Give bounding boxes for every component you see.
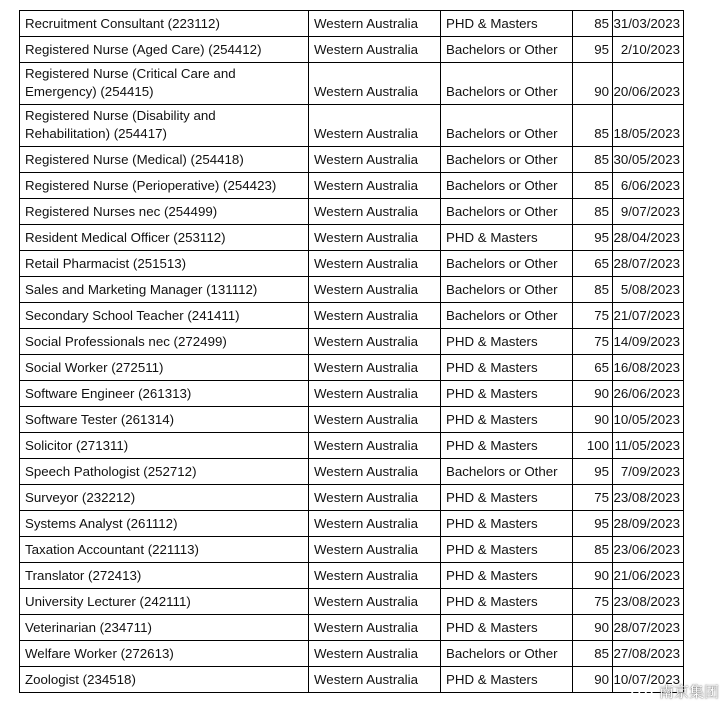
- qualification-cell: Bachelors or Other: [441, 105, 573, 147]
- qualification-cell: Bachelors or Other: [441, 459, 573, 485]
- points-cell: 85: [573, 11, 613, 37]
- points-cell: 65: [573, 251, 613, 277]
- state-cell: Western Australia: [309, 199, 441, 225]
- occupation-cell: Registered Nurse (Perioperative) (254423): [20, 173, 309, 199]
- state-cell: Western Australia: [309, 641, 441, 667]
- state-cell: Western Australia: [309, 63, 441, 105]
- qualification-cell: Bachelors or Other: [441, 173, 573, 199]
- points-cell: 90: [573, 615, 613, 641]
- points-cell: 90: [573, 667, 613, 693]
- table-row: [20, 511, 684, 537]
- state-cell: Western Australia: [309, 615, 441, 641]
- state-cell: Western Australia: [309, 251, 441, 277]
- points-cell: 85: [573, 173, 613, 199]
- qualification-cell: PHD & Masters: [441, 563, 573, 589]
- date-cell: 11/05/2023: [613, 433, 684, 459]
- qualification-cell: PHD & Masters: [441, 381, 573, 407]
- points-cell: 85: [573, 147, 613, 173]
- occupation-table: [19, 10, 684, 693]
- state-cell: Western Australia: [309, 11, 441, 37]
- qualification-cell: Bachelors or Other: [441, 37, 573, 63]
- state-cell: Western Australia: [309, 537, 441, 563]
- state-cell: Western Australia: [309, 563, 441, 589]
- date-cell: 21/06/2023: [613, 563, 684, 589]
- date-cell: 9/07/2023: [613, 199, 684, 225]
- occupation-cell: Sales and Marketing Manager (131112): [20, 277, 309, 303]
- date-cell: 26/06/2023: [613, 381, 684, 407]
- qualification-cell: PHD & Masters: [441, 329, 573, 355]
- table-row: [20, 355, 684, 381]
- qualification-cell: PHD & Masters: [441, 615, 573, 641]
- qualification-cell: Bachelors or Other: [441, 63, 573, 105]
- points-cell: 85: [573, 199, 613, 225]
- points-cell: 90: [573, 381, 613, 407]
- state-cell: Western Australia: [309, 589, 441, 615]
- occupation-cell: Software Tester (261314): [20, 407, 309, 433]
- occupation-cell: Registered Nurse (Critical Care and Emergency) (254415): [20, 63, 309, 105]
- state-cell: Western Australia: [309, 147, 441, 173]
- occupation-cell: Translator (272413): [20, 563, 309, 589]
- points-cell: 95: [573, 459, 613, 485]
- state-cell: Western Australia: [309, 355, 441, 381]
- date-cell: 23/06/2023: [613, 537, 684, 563]
- qualification-cell: Bachelors or Other: [441, 199, 573, 225]
- state-cell: Western Australia: [309, 37, 441, 63]
- points-cell: 75: [573, 589, 613, 615]
- date-cell: 27/08/2023: [613, 641, 684, 667]
- occupation-cell: Social Professionals nec (272499): [20, 329, 309, 355]
- qualification-cell: Bachelors or Other: [441, 147, 573, 173]
- date-cell: 2/10/2023: [613, 37, 684, 63]
- table-row: [20, 329, 684, 355]
- qualification-cell: PHD & Masters: [441, 667, 573, 693]
- table-row: [20, 381, 684, 407]
- occupation-cell: Registered Nurse (Aged Care) (254412): [20, 37, 309, 63]
- date-cell: 28/09/2023: [613, 511, 684, 537]
- points-cell: 90: [573, 407, 613, 433]
- qualification-cell: Bachelors or Other: [441, 251, 573, 277]
- table-row: [20, 277, 684, 303]
- table-row: [20, 105, 684, 147]
- table-row: [20, 407, 684, 433]
- date-cell: 20/06/2023: [613, 63, 684, 105]
- date-cell: 5/08/2023: [613, 277, 684, 303]
- qualification-cell: PHD & Masters: [441, 225, 573, 251]
- table-row: [20, 667, 684, 693]
- points-cell: 75: [573, 485, 613, 511]
- date-cell: 6/06/2023: [613, 173, 684, 199]
- state-cell: Western Australia: [309, 329, 441, 355]
- watermark-text: 南京集团: [658, 684, 719, 701]
- table-row: [20, 563, 684, 589]
- occupation-cell: Veterinarian (234711): [20, 615, 309, 641]
- occupation-cell: Retail Pharmacist (251513): [20, 251, 309, 277]
- points-cell: 75: [573, 303, 613, 329]
- state-cell: Western Australia: [309, 433, 441, 459]
- state-cell: Western Australia: [309, 381, 441, 407]
- date-cell: 21/07/2023: [613, 303, 684, 329]
- points-cell: 95: [573, 225, 613, 251]
- qualification-cell: PHD & Masters: [441, 407, 573, 433]
- points-cell: 85: [573, 641, 613, 667]
- points-cell: 85: [573, 277, 613, 303]
- table-row: [20, 37, 684, 63]
- table-row: [20, 485, 684, 511]
- watermark: [631, 681, 719, 702]
- date-cell: 10/05/2023: [613, 407, 684, 433]
- occupation-cell: Registered Nurses nec (254499): [20, 199, 309, 225]
- state-cell: Western Australia: [309, 303, 441, 329]
- table-row: [20, 303, 684, 329]
- date-cell: 23/08/2023: [613, 589, 684, 615]
- date-cell: 23/08/2023: [613, 485, 684, 511]
- date-cell: 31/03/2023: [613, 11, 684, 37]
- state-cell: Western Australia: [309, 105, 441, 147]
- table-row: [20, 589, 684, 615]
- points-cell: 75: [573, 329, 613, 355]
- occupation-cell: University Lecturer (242111): [20, 589, 309, 615]
- occupation-cell: Registered Nurse (Medical) (254418): [20, 147, 309, 173]
- table-row: [20, 173, 684, 199]
- state-cell: Western Australia: [309, 667, 441, 693]
- date-cell: 28/07/2023: [613, 615, 684, 641]
- state-cell: Western Australia: [309, 277, 441, 303]
- qualification-cell: PHD & Masters: [441, 11, 573, 37]
- points-cell: 90: [573, 563, 613, 589]
- state-cell: Western Australia: [309, 225, 441, 251]
- date-cell: 28/04/2023: [613, 225, 684, 251]
- qualification-cell: PHD & Masters: [441, 589, 573, 615]
- points-cell: 95: [573, 511, 613, 537]
- table-row: [20, 147, 684, 173]
- occupation-cell: Social Worker (272511): [20, 355, 309, 381]
- points-cell: 95: [573, 37, 613, 63]
- table-row: [20, 615, 684, 641]
- occupation-cell: Speech Pathologist (252712): [20, 459, 309, 485]
- occupation-cell: Solicitor (271311): [20, 433, 309, 459]
- qualification-cell: PHD & Masters: [441, 537, 573, 563]
- state-cell: Western Australia: [309, 407, 441, 433]
- table-row: [20, 459, 684, 485]
- points-cell: 85: [573, 105, 613, 147]
- table-row: [20, 251, 684, 277]
- state-cell: Western Australia: [309, 485, 441, 511]
- occupation-cell: Surveyor (232212): [20, 485, 309, 511]
- occupation-cell: Software Engineer (261313): [20, 381, 309, 407]
- date-cell: 16/08/2023: [613, 355, 684, 381]
- table-row: [20, 199, 684, 225]
- qualification-cell: PHD & Masters: [441, 433, 573, 459]
- qualification-cell: Bachelors or Other: [441, 303, 573, 329]
- qualification-cell: Bachelors or Other: [441, 277, 573, 303]
- state-cell: Western Australia: [309, 173, 441, 199]
- occupation-cell: Recruitment Consultant (223112): [20, 11, 309, 37]
- points-cell: 100: [573, 433, 613, 459]
- qualification-cell: PHD & Masters: [441, 485, 573, 511]
- table-row: [20, 433, 684, 459]
- qualification-cell: PHD & Masters: [441, 355, 573, 381]
- points-cell: 85: [573, 537, 613, 563]
- occupation-cell: Taxation Accountant (221113): [20, 537, 309, 563]
- table-body: [20, 11, 684, 693]
- state-cell: Western Australia: [309, 459, 441, 485]
- table-row: [20, 537, 684, 563]
- date-cell: 14/09/2023: [613, 329, 684, 355]
- state-cell: Western Australia: [309, 511, 441, 537]
- date-cell: 10/07/2023: [613, 667, 684, 693]
- occupation-cell: Welfare Worker (272613): [20, 641, 309, 667]
- date-cell: 18/05/2023: [613, 105, 684, 147]
- date-cell: 7/09/2023: [613, 459, 684, 485]
- points-cell: 65: [573, 355, 613, 381]
- occupation-cell: Secondary School Teacher (241411): [20, 303, 309, 329]
- occupation-cell: Zoologist (234518): [20, 667, 309, 693]
- table-row: [20, 641, 684, 667]
- date-cell: 30/05/2023: [613, 147, 684, 173]
- qualification-cell: Bachelors or Other: [441, 641, 573, 667]
- points-cell: 90: [573, 63, 613, 105]
- wechat-icon: [631, 683, 653, 701]
- date-cell: 28/07/2023: [613, 251, 684, 277]
- table-row: [20, 225, 684, 251]
- occupation-cell: Registered Nurse (Disability and Rehabilitation) (254417): [20, 105, 309, 147]
- qualification-cell: PHD & Masters: [441, 511, 573, 537]
- occupation-cell: Systems Analyst (261112): [20, 511, 309, 537]
- occupation-cell: Resident Medical Officer (253112): [20, 225, 309, 251]
- table-row: [20, 63, 684, 105]
- table-row: [20, 11, 684, 37]
